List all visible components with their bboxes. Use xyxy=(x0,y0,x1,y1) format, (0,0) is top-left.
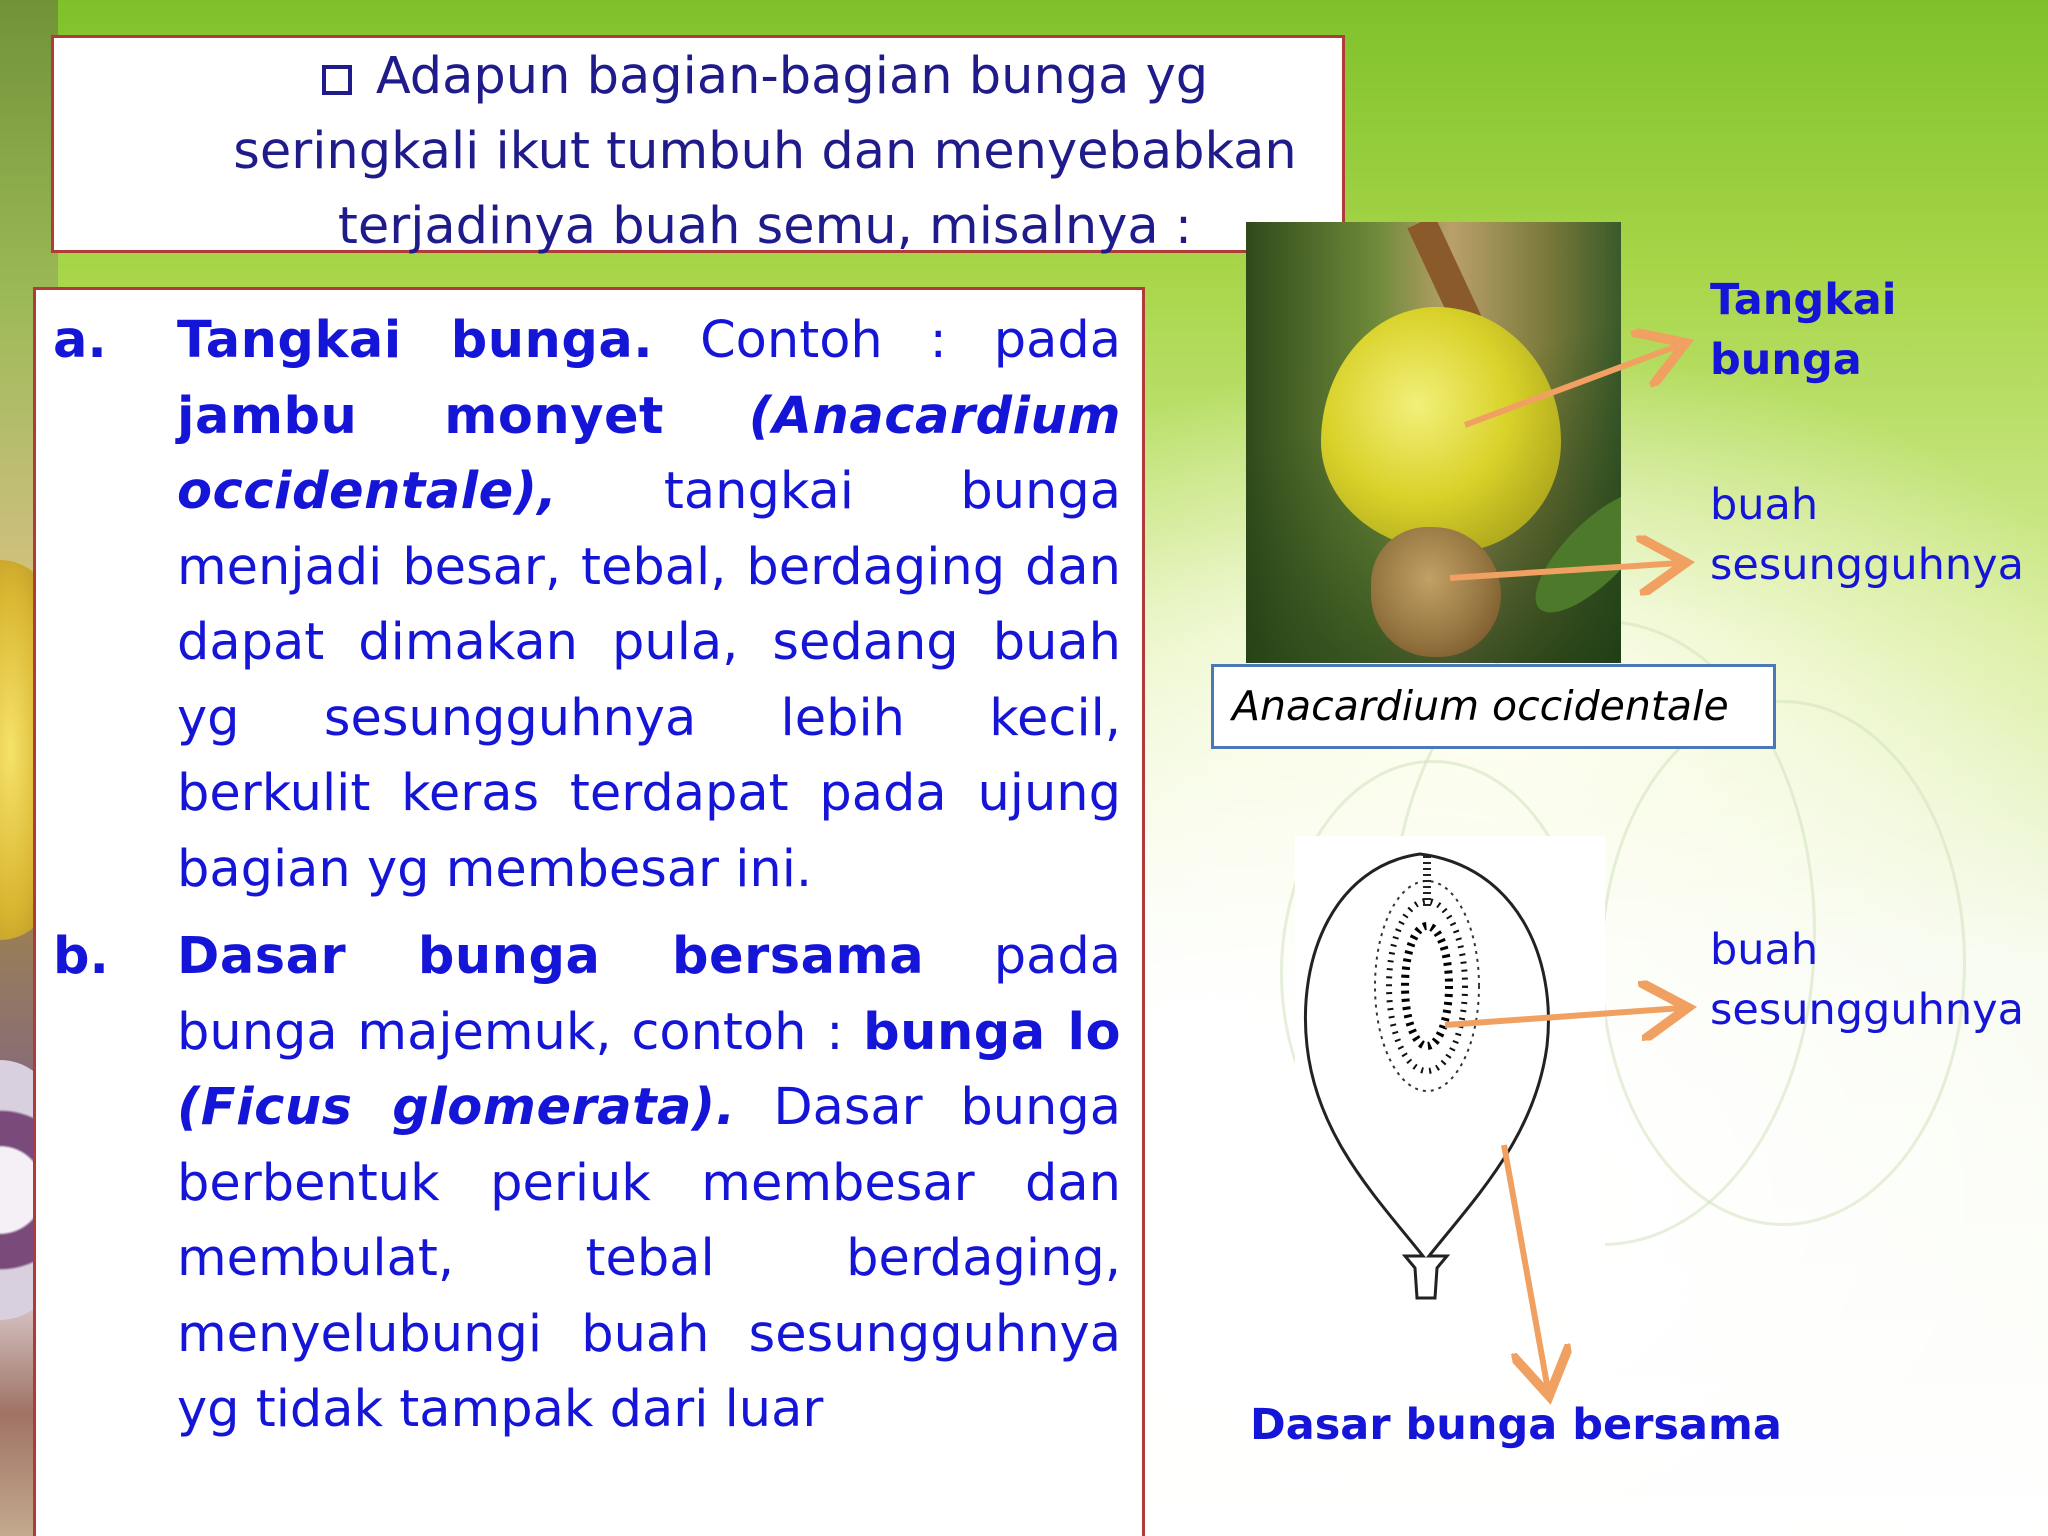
item-scientific-name: (Ficus glomerata). xyxy=(177,1078,736,1137)
item-text: tangkai bunga menjadi besar, tebal, berdaging dan dapat dimakan pula, sedang buah yg sesungguhnya lebih kecil, berkulit keras terdapat pada ujung bagian yg membesar ini. xyxy=(177,462,1121,899)
label-dasar-bunga-bersama: Dasar bunga bersama xyxy=(1250,1400,1782,1450)
item-text: Dasar bunga berbentuk periuk membesar dan membulat, tebal berdaging, menyelubungi buah sesungguhnya yg tidak tampak dari luar xyxy=(177,1078,1121,1439)
checkbox-bullet-icon xyxy=(322,65,352,95)
label-buah-sesungguhnya-2 xyxy=(1710,920,2024,1040)
title-line-1: Adapun bagian-bagian bunga yg xyxy=(375,47,1209,106)
cashew-nut-shape xyxy=(1371,527,1501,657)
label-buah-sesungguhnya-1 xyxy=(1710,475,2024,595)
fig-outline-drawing xyxy=(1295,836,1605,1316)
title-line-3: terjadinya buah semu, misalnya : xyxy=(337,197,1193,256)
item-bold-term: jambu monyet xyxy=(177,386,664,446)
list-item-text xyxy=(177,303,1121,907)
label-tangkai-bunga xyxy=(1710,270,1897,390)
photo-caption: Anacardium occidentale xyxy=(1232,682,1729,730)
list-marker: b. xyxy=(53,927,109,986)
item-text: pada bunga majemuk, contoh : xyxy=(177,927,1121,1062)
title-line-2: seringkali ikut tumbuh dan menyebabkan xyxy=(233,122,1297,181)
list-item-b xyxy=(53,919,1123,1448)
cashew-apple-shape xyxy=(1321,307,1561,552)
item-heading: Tangkai bunga. xyxy=(177,311,654,370)
fig-cross-section-diagram xyxy=(1295,836,1605,1316)
list-item-a xyxy=(53,303,1123,907)
list-marker: a. xyxy=(53,311,107,370)
label-line: sesungguhnya xyxy=(1710,985,2024,1035)
label-line: buah xyxy=(1710,480,1819,530)
label-line: Tangkai xyxy=(1710,275,1897,325)
list-item-text xyxy=(177,919,1121,1448)
slide-title xyxy=(195,39,1335,264)
item-bold-term: bunga lo xyxy=(863,1002,1121,1062)
label-line: sesungguhnya xyxy=(1710,540,2024,590)
label-line: bunga xyxy=(1710,335,1862,385)
cashew-photo xyxy=(1246,222,1621,663)
label-line: buah xyxy=(1710,925,1819,975)
item-text: Contoh : pada xyxy=(700,311,1121,370)
item-scientific-name: (Anacardium occidentale), xyxy=(177,386,1121,521)
item-heading: Dasar bunga bersama xyxy=(177,927,925,986)
